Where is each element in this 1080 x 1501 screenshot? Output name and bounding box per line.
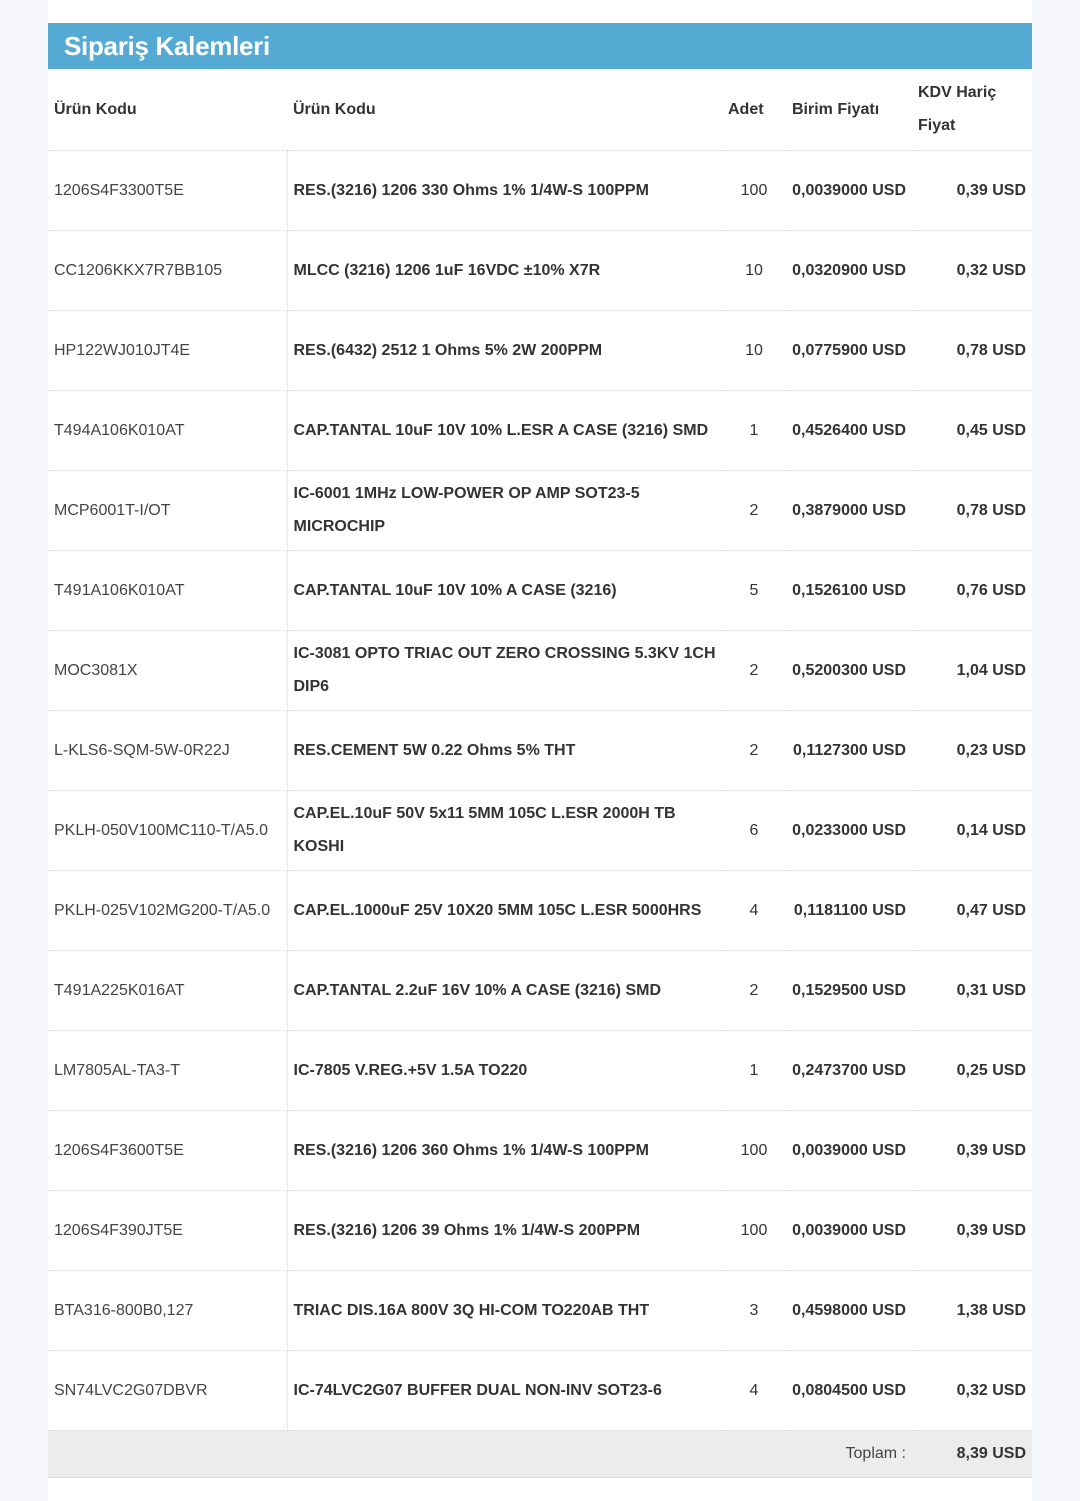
total-cell: 0,14 USD xyxy=(912,790,1032,870)
table-row xyxy=(48,470,1032,550)
unit-price-cell: 0,1127300 USD xyxy=(786,710,912,790)
product-code-cell: MCP6001T-I/OT xyxy=(48,470,287,550)
quantity-cell: 4 xyxy=(722,1350,786,1430)
unit-price-cell: 0,0039000 USD xyxy=(786,1190,912,1270)
product-code-cell: SN74LVC2G07DBVR xyxy=(48,1350,287,1430)
product-code-cell: T491A106K010AT xyxy=(48,550,287,630)
product-code-cell: BTA316-800B0,127 xyxy=(48,1270,287,1350)
table-row xyxy=(48,310,1032,390)
product-description-cell: CAP.TANTAL 10uF 10V 10% A CASE (3216) xyxy=(287,550,722,630)
table-row xyxy=(48,1110,1032,1190)
total-cell: 0,25 USD xyxy=(912,1030,1032,1110)
product-description-cell: RES.(3216) 1206 330 Ohms 1% 1/4W-S 100PPM xyxy=(287,150,722,230)
quantity-cell: 2 xyxy=(722,710,786,790)
table-body xyxy=(48,150,1032,1430)
quantity-cell: 3 xyxy=(722,1270,786,1350)
unit-price-cell: 0,0804500 USD xyxy=(786,1350,912,1430)
unit-price-cell: 0,4526400 USD xyxy=(786,390,912,470)
quantity-cell: 100 xyxy=(722,1110,786,1190)
header-quantity: Adet xyxy=(722,69,786,150)
product-description-cell: RES.(3216) 1206 360 Ohms 1% 1/4W-S 100PPM xyxy=(287,1110,722,1190)
quantity-cell: 5 xyxy=(722,550,786,630)
table-row xyxy=(48,950,1032,1030)
table-row xyxy=(48,390,1032,470)
table-row xyxy=(48,630,1032,710)
product-description-cell: CAP.TANTAL 2.2uF 16V 10% A CASE (3216) SMD xyxy=(287,950,722,1030)
unit-price-cell: 0,0039000 USD xyxy=(786,150,912,230)
product-code-cell: HP122WJ010JT4E xyxy=(48,310,287,390)
panel-header xyxy=(48,23,1032,69)
order-items-table xyxy=(48,69,1032,1478)
product-description-cell: CAP.EL.1000uF 25V 10X20 5MM 105C L.ESR 5000HRS xyxy=(287,870,722,950)
quantity-cell: 1 xyxy=(722,1030,786,1110)
unit-price-cell: 0,0320900 USD xyxy=(786,230,912,310)
product-code-cell: MOC3081X xyxy=(48,630,287,710)
table-row xyxy=(48,1030,1032,1110)
total-cell: 0,45 USD xyxy=(912,390,1032,470)
total-cell: 1,38 USD xyxy=(912,1270,1032,1350)
total-cell: 0,23 USD xyxy=(912,710,1032,790)
summary-row xyxy=(48,1430,1032,1477)
quantity-cell: 2 xyxy=(722,950,786,1030)
table-row xyxy=(48,230,1032,310)
unit-price-cell: 0,1526100 USD xyxy=(786,550,912,630)
product-description-cell: CAP.EL.10uF 50V 5x11 5MM 105C L.ESR 2000H TB KOSHI xyxy=(287,790,722,870)
table-row xyxy=(48,710,1032,790)
unit-price-cell: 0,1181100 USD xyxy=(786,870,912,950)
table-row xyxy=(48,1270,1032,1350)
unit-price-cell: 0,0039000 USD xyxy=(786,1110,912,1190)
unit-price-cell: 0,2473700 USD xyxy=(786,1030,912,1110)
table-row xyxy=(48,550,1032,630)
quantity-cell: 1 xyxy=(722,390,786,470)
table-row xyxy=(48,150,1032,230)
product-code-cell: LM7805AL-TA3-T xyxy=(48,1030,287,1110)
table-row xyxy=(48,870,1032,950)
product-description-cell: IC-3081 OPTO TRIAC OUT ZERO CROSSING 5.3KV 1CH DIP6 xyxy=(287,630,722,710)
quantity-cell: 6 xyxy=(722,790,786,870)
product-code-cell: L-KLS6-SQM-5W-0R22J xyxy=(48,710,287,790)
total-cell: 0,31 USD xyxy=(912,950,1032,1030)
total-cell: 0,32 USD xyxy=(912,230,1032,310)
table-row xyxy=(48,1190,1032,1270)
quantity-cell: 4 xyxy=(722,870,786,950)
unit-price-cell: 0,3879000 USD xyxy=(786,470,912,550)
unit-price-cell: 0,0233000 USD xyxy=(786,790,912,870)
product-code-cell: PKLH-025V102MG200-T/A5.0 xyxy=(48,870,287,950)
product-description-cell: TRIAC DIS.16A 800V 3Q HI-COM TO220AB THT xyxy=(287,1270,722,1350)
quantity-cell: 10 xyxy=(722,310,786,390)
product-description-cell: RES.CEMENT 5W 0.22 Ohms 5% THT xyxy=(287,710,722,790)
product-description-cell: RES.(3216) 1206 39 Ohms 1% 1/4W-S 200PPM xyxy=(287,1190,722,1270)
header-total-excl-vat: KDV Hariç Fiyat xyxy=(912,69,1032,150)
total-cell: 1,04 USD xyxy=(912,630,1032,710)
summary-label: Toplam : xyxy=(48,1430,912,1477)
product-description-cell: IC-7805 V.REG.+5V 1.5A TO220 xyxy=(287,1030,722,1110)
product-code-cell: CC1206KKX7R7BB105 xyxy=(48,230,287,310)
total-cell: 0,78 USD xyxy=(912,310,1032,390)
total-cell: 0,39 USD xyxy=(912,1190,1032,1270)
product-code-cell: 1206S4F3300T5E xyxy=(48,150,287,230)
unit-price-cell: 0,4598000 USD xyxy=(786,1270,912,1350)
total-cell: 0,47 USD xyxy=(912,870,1032,950)
product-code-cell: T494A106K010AT xyxy=(48,390,287,470)
unit-price-cell: 0,0775900 USD xyxy=(786,310,912,390)
total-cell: 0,39 USD xyxy=(912,1110,1032,1190)
unit-price-cell: 0,5200300 USD xyxy=(786,630,912,710)
product-description-cell: CAP.TANTAL 10uF 10V 10% L.ESR A CASE (3216) SMD xyxy=(287,390,722,470)
quantity-cell: 100 xyxy=(722,1190,786,1270)
product-description-cell: IC-74LVC2G07 BUFFER DUAL NON-INV SOT23-6 xyxy=(287,1350,722,1430)
unit-price-cell: 0,1529500 USD xyxy=(786,950,912,1030)
total-cell: 0,39 USD xyxy=(912,150,1032,230)
table-row xyxy=(48,1350,1032,1430)
product-code-cell: 1206S4F390JT5E xyxy=(48,1190,287,1270)
table-header-row xyxy=(48,69,1032,150)
summary-value: 8,39 USD xyxy=(912,1430,1032,1477)
quantity-cell: 2 xyxy=(722,470,786,550)
product-description-cell: IC-6001 1MHz LOW-POWER OP AMP SOT23-5 MICROCHIP xyxy=(287,470,722,550)
order-items-panel xyxy=(48,0,1032,1501)
header-product-code: Ürün Kodu xyxy=(48,69,287,150)
product-code-cell: T491A225K016AT xyxy=(48,950,287,1030)
product-code-cell: PKLH-050V100MC110-T/A5.0 xyxy=(48,790,287,870)
product-code-cell: 1206S4F3600T5E xyxy=(48,1110,287,1190)
total-cell: 0,78 USD xyxy=(912,470,1032,550)
quantity-cell: 2 xyxy=(722,630,786,710)
total-cell: 0,76 USD xyxy=(912,550,1032,630)
table-row xyxy=(48,790,1032,870)
section-title: Sipariş Kalemleri xyxy=(64,31,270,61)
header-product-description: Ürün Kodu xyxy=(287,69,722,150)
quantity-cell: 100 xyxy=(722,150,786,230)
product-description-cell: MLCC (3216) 1206 1uF 16VDC ±10% X7R xyxy=(287,230,722,310)
quantity-cell: 10 xyxy=(722,230,786,310)
total-cell: 0,32 USD xyxy=(912,1350,1032,1430)
product-description-cell: RES.(6432) 2512 1 Ohms 5% 2W 200PPM xyxy=(287,310,722,390)
header-unit-price: Birim Fiyatı xyxy=(786,69,912,150)
